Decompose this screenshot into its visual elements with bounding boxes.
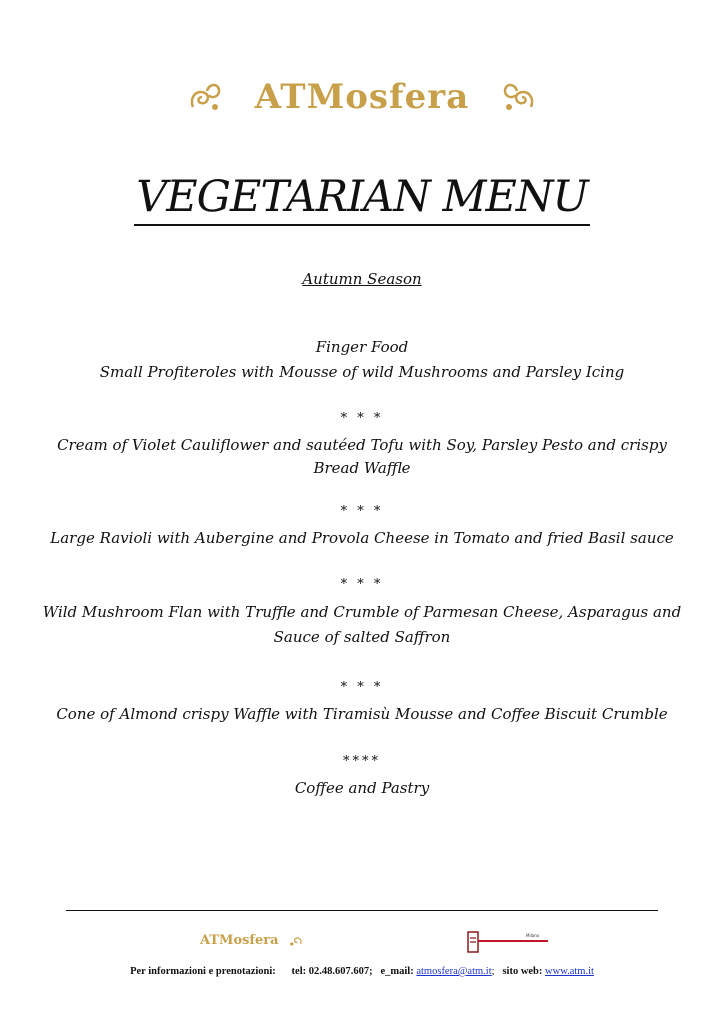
separator: * * * [340, 504, 384, 519]
logo-wordmark: ATMosfera [254, 77, 470, 117]
phone-text: tel: 02.48.607.607; [291, 966, 373, 977]
menu-line: Coffee and Pastry [294, 779, 430, 797]
email-link[interactable]: atmosfera@atm.it [416, 966, 492, 977]
page-title: VEGETARIAN MENU [0, 172, 724, 222]
footer-flourish-icon [287, 932, 303, 948]
partner-logo-text: Milano [526, 933, 540, 938]
separator: **** [343, 754, 381, 769]
email-label: e_mail: [380, 966, 414, 977]
menu-line: Sauce of salted Saffron [273, 628, 451, 646]
info-label: Per informazioni e prenotazioni: [130, 966, 276, 977]
partner-logo [466, 930, 550, 954]
flourish-left-icon [187, 77, 227, 117]
menu-line: Cone of Almond crispy Waffle with Tiramisù Mousse and Coffee Biscuit Crumble [56, 705, 668, 723]
flourish-right-icon [497, 77, 537, 117]
separator: * * * [340, 411, 384, 426]
menu-line: Finger Food [315, 338, 409, 356]
header-logo [0, 72, 724, 122]
menu-line: Small Profiteroles with Mousse of wild Mushrooms and Parsley Icing [99, 363, 625, 381]
footer-logo [200, 932, 303, 948]
footer-logo-wordmark: ATMosfera [200, 932, 279, 948]
menu-line: Large Ravioli with Aubergine and Provola Cheese in Tomato and fried Basil sauce [50, 529, 674, 547]
website-link[interactable]: www.atm.it [545, 966, 594, 977]
menu-line: Bread Waffle [313, 459, 411, 477]
site-label: sito web: [502, 966, 543, 977]
contact-line: Per informazioni e prenotazioni: tel: 02.48.607.607; e_mail: atmosfera@atm.it; sito web: www.atm.it [130, 966, 594, 977]
menu-line: Wild Mushroom Flan with Truffle and Crumble of Parmesan Cheese, Asparagus and [42, 603, 682, 621]
season-subtitle: Autumn Season [302, 270, 422, 288]
separator: * * * [340, 577, 384, 592]
separator: * * * [340, 680, 384, 695]
menu-line: Cream of Violet Cauliflower and sautéed Tofu with Soy, Parsley Pesto and crispy [57, 436, 667, 454]
footer-divider [66, 910, 658, 911]
